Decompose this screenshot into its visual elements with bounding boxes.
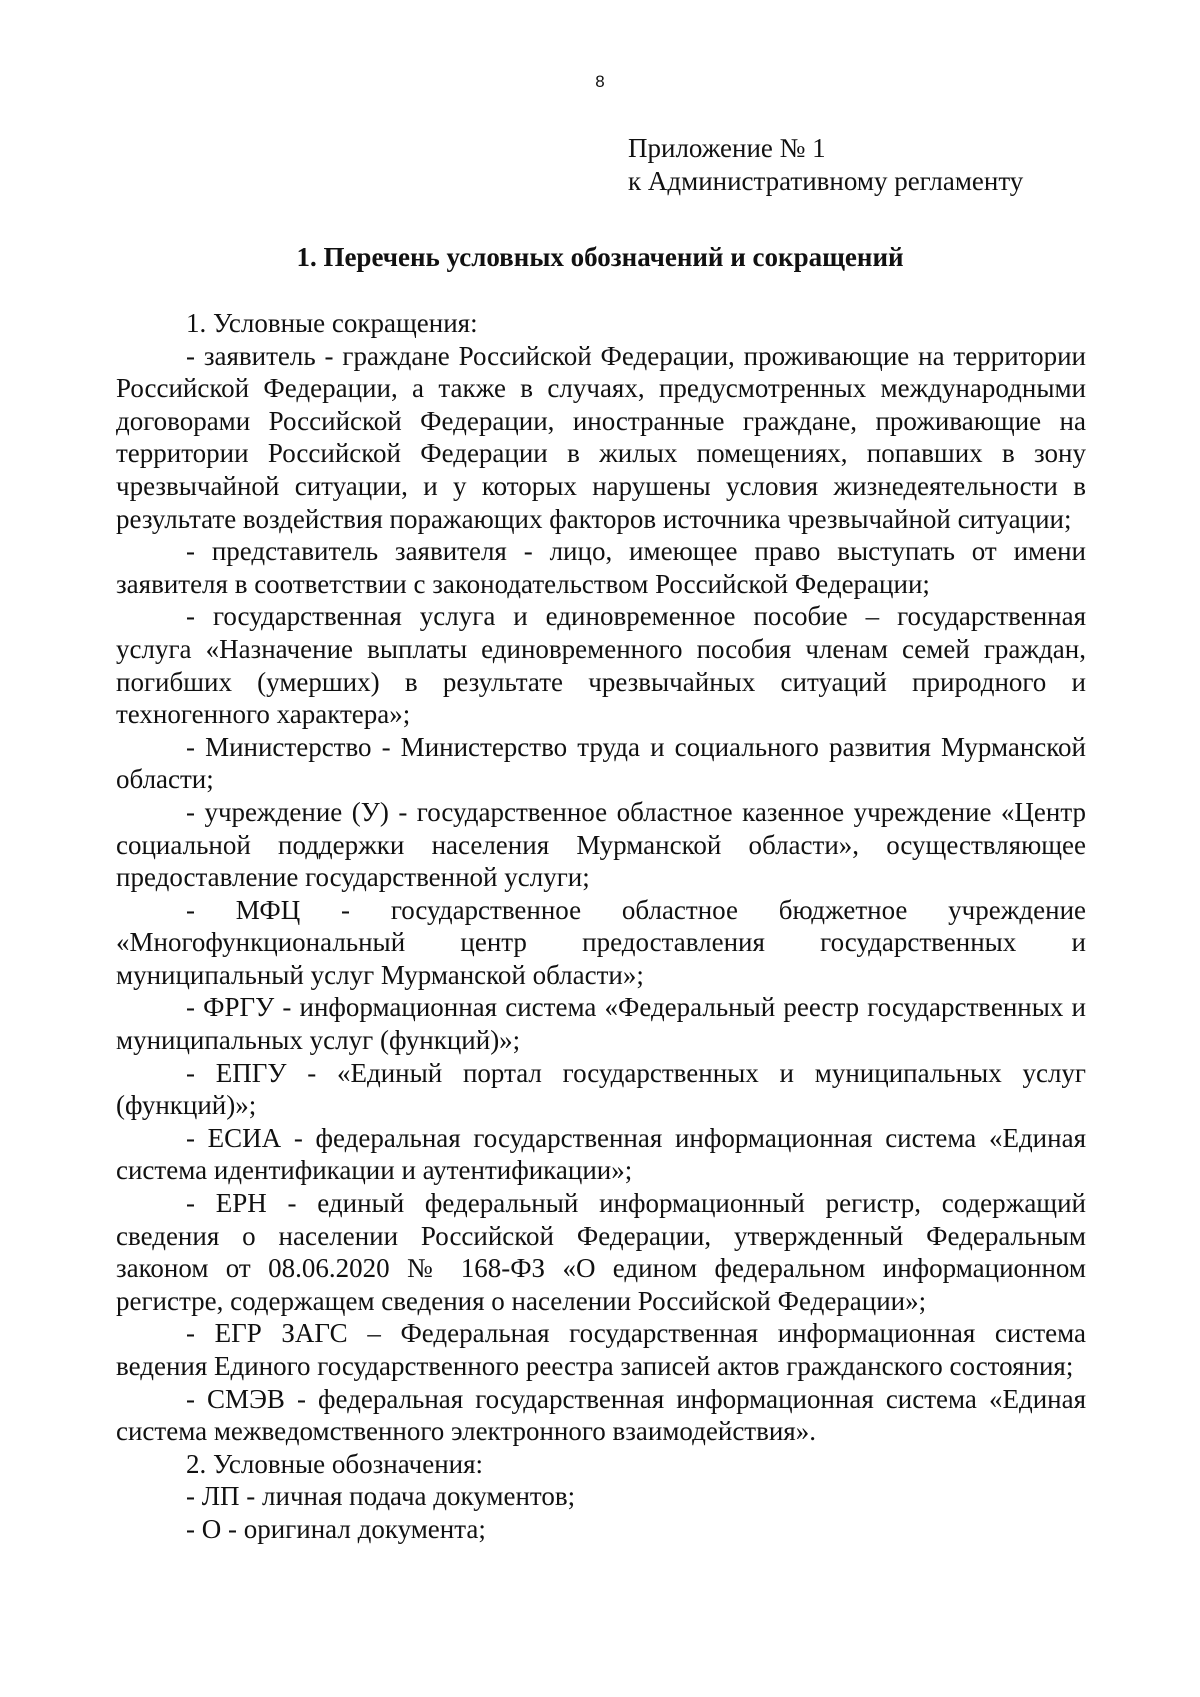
designation-original-document: - О - оригинал документа; <box>186 1513 486 1544</box>
document-title: 1. Перечень условных обозначений и сокращений <box>296 242 904 272</box>
abbreviation-state-service: - государственная услуга и единовременное пособие – государственная услуга «Назначение выплаты единовременного пособия членам семей граждан, погибших (умерших) в результате чрезвычайных ситуаций природного и техногенного характера»; <box>116 601 1086 730</box>
abbreviation-smev: - СМЭВ - федеральная государственная информационная система «Единая система межведомственного электронного взаимодействия». <box>116 1383 1086 1447</box>
abbreviation-esia: - ЕСИА - федеральная государственная информационная система «Единая система идентификации и аутентификации»; <box>116 1122 1086 1186</box>
abbreviation-applicant: - заявитель - граждане Российской Федерации, проживающие на территории Российской Федерации, а также в случаях, предусмотренных международными договорами Российской Федерации, иностранные граждане, проживающие на территории Российской Федерации в жилых помещениях, попавших в зону чрезвычайной ситуации, и у которых нарушены условия жизнедеятельности в результате воздействия поражающих факторов источника чрезвычайной ситуации; <box>116 340 1086 534</box>
abbreviation-ministry: - Министерство - Министерство труда и социального развития Мурманской области; <box>116 731 1086 795</box>
document-body <box>116 307 1086 1546</box>
section-heading-abbreviations: 1. Условные сокращения: <box>186 308 478 338</box>
abbreviation-mfc: - МФЦ - государственное областное бюджетное учреждение «Многофункциональный центр предоставления государственных и муниципальный услуг Мурманской области»; <box>116 894 1086 990</box>
section-heading-designations: 2. Условные обозначения: <box>186 1448 484 1479</box>
abbreviation-epgu: - ЕПГУ - «Единый портал государственных и муниципальных услуг (функций)»; <box>116 1057 1086 1121</box>
appendix-number: Приложение № 1 <box>628 133 826 163</box>
page-number: 8 <box>595 72 605 91</box>
appendix-header <box>628 132 1023 198</box>
designation-personal-submission: - ЛП - личная подача документов; <box>186 1481 576 1512</box>
abbreviation-institution: - учреждение (У) - государственное областное казенное учреждение «Центр социальной поддержки населения Мурманской области», осуществляющее предоставление государственной услуги; <box>116 796 1086 893</box>
abbreviation-egr-zags: - ЕГР ЗАГС – Федеральная государственная информационная система ведения Единого государственного реестра записей актов гражданского состояния; <box>116 1318 1086 1381</box>
appendix-reference: к Административному регламенту <box>628 166 1024 196</box>
abbreviation-applicant-representative: - представитель заявителя - лицо, имеющее право выступать от имени заявителя в соответствии с законодательством Российской Федерации; <box>116 536 1086 599</box>
abbreviation-frgu: - ФРГУ - информационная система «Федеральный реестр государственных и муниципальных услуг (функций)»; <box>116 992 1086 1056</box>
abbreviation-ern: - ЕРН - единый федеральный информационный регистр, содержащий сведения о населении Российской Федерации, утвержденный Федеральным законом от 08.06.2020 № 168-ФЗ «О едином федеральном информационном регистре, содержащем сведения о населении Российской Федерации»; <box>116 1188 1086 1316</box>
